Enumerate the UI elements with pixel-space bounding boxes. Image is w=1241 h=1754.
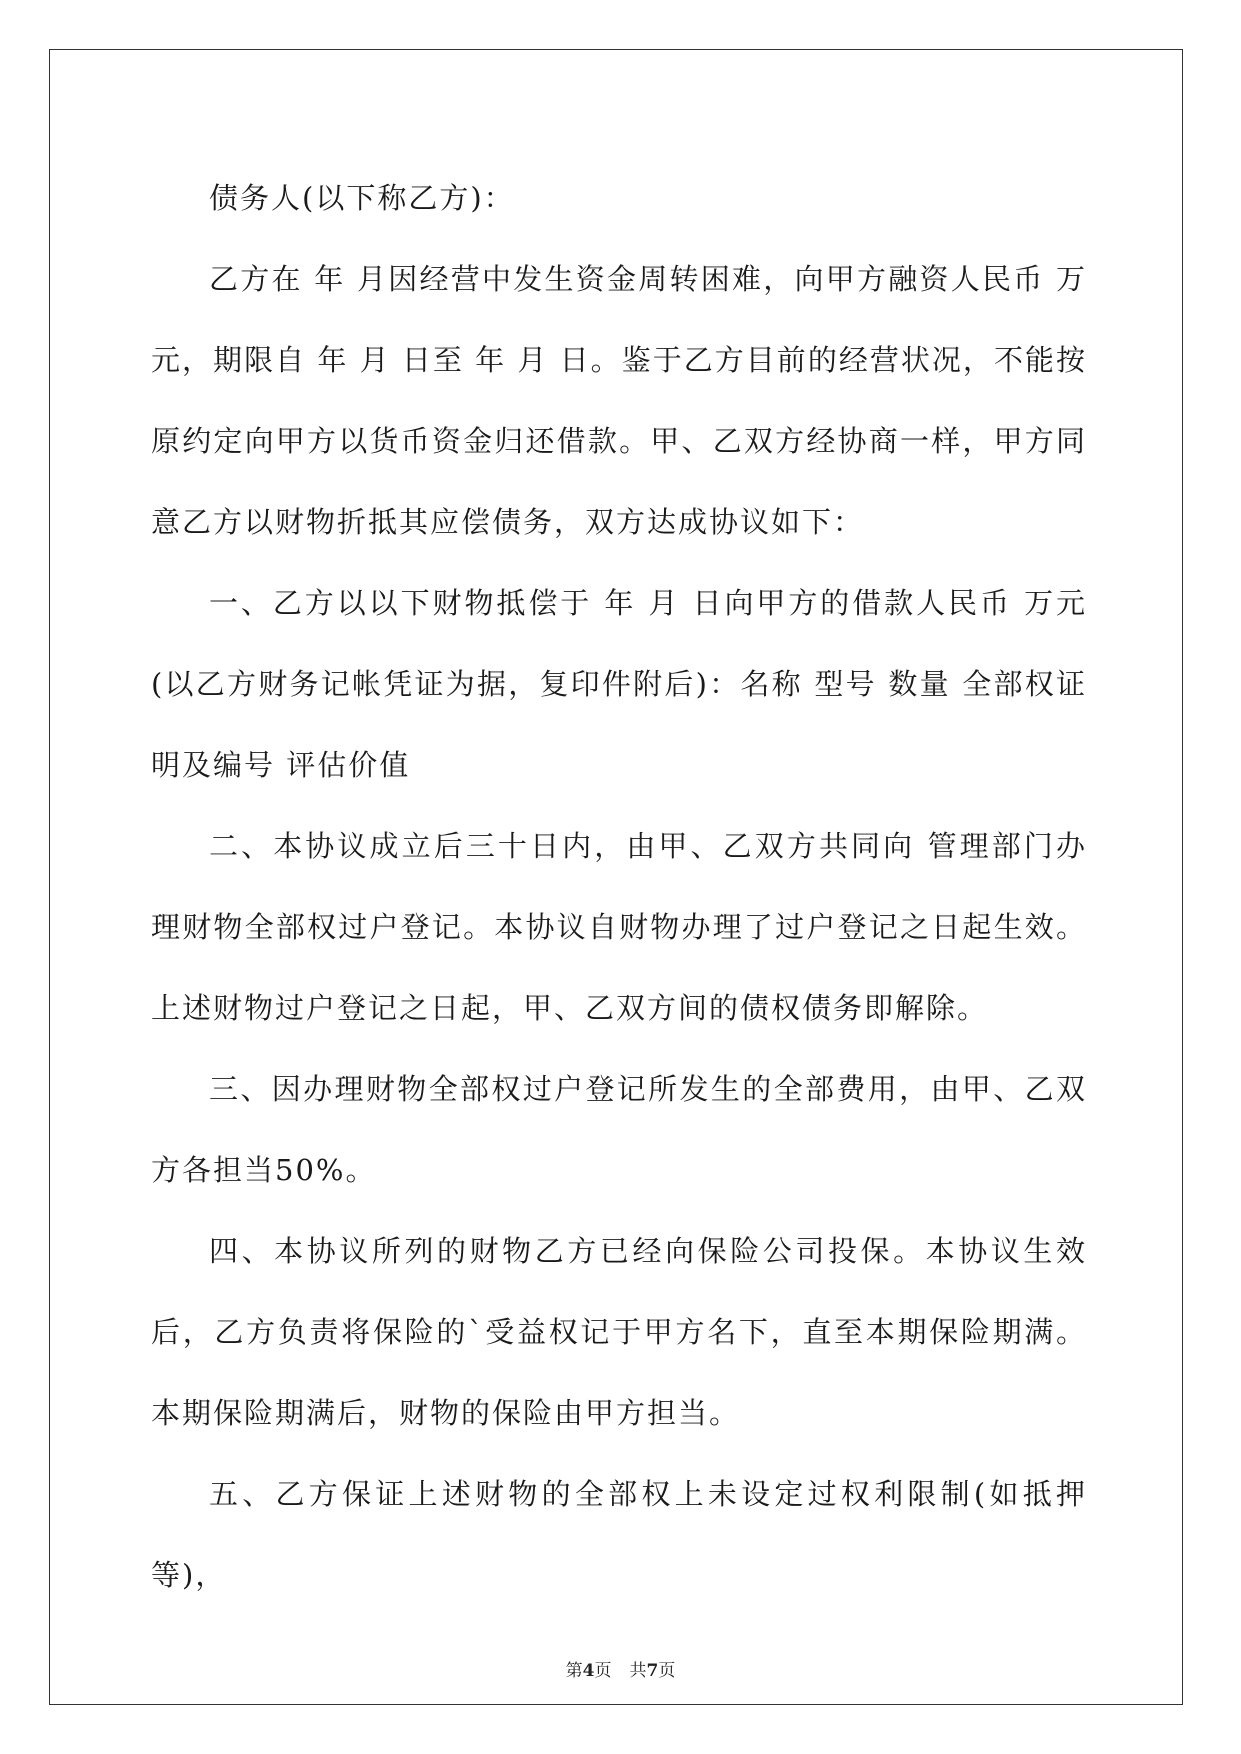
page-suffix: 页	[594, 1661, 612, 1681]
paragraph-clause-4: 四、本协议所列的财物乙方已经向保险公司投保。本协议生效后，乙方负责将保险的`受益权记于甲方名下，直至本期保险期满。本期保险期满后，财物的保险由甲方担当。	[151, 1234, 1087, 1430]
page-prefix: 第	[565, 1661, 583, 1681]
page-number: 4	[582, 1661, 595, 1681]
paragraph-clause-3: 三、因办理财物全部权过户登记所发生的全部费用，由甲、乙双方各担当50%。	[151, 1072, 1087, 1187]
page-total: 7	[646, 1661, 659, 1681]
total-prefix: 共	[629, 1661, 647, 1681]
paragraph-clause-1: 一、乙方以以下财物抵偿于 年 月 日向甲方的借款人民币 万元(以乙方财务记帐凭证为据，复印件附后)：名称 型号 数量 全部权证明及编号 评估价值	[151, 586, 1087, 782]
paragraph-clause-2: 二、本协议成立后三十日内，由甲、乙双方共同向 管理部门办理财物全部权过户登记。本协议自财物办理了过户登记之日起生效。上述财物过户登记之日起，甲、乙双方间的债权债务即解除。	[151, 829, 1087, 1025]
paragraph-debtor: 债务人(以下称乙方)：	[209, 181, 515, 215]
paragraph-clause-5: 五、乙方保证上述财物的全部权上未设定过权利限制(如抵押等)，	[151, 1477, 1087, 1592]
page-footer	[0, 1656, 1241, 1681]
total-suffix: 页	[658, 1661, 676, 1681]
document-body	[151, 158, 1087, 1616]
paragraph-preamble: 乙方在 年 月因经营中发生资金周转困难，向甲方融资人民币 万元，期限自 年 月 日至 年 月 日。鉴于乙方目前的经营状况，不能按原约定向甲方以货币资金归还借款。甲、乙双方经协商一样，甲方同意乙方以财物折抵其应偿债务，双方达成协议如下：	[151, 262, 1087, 539]
